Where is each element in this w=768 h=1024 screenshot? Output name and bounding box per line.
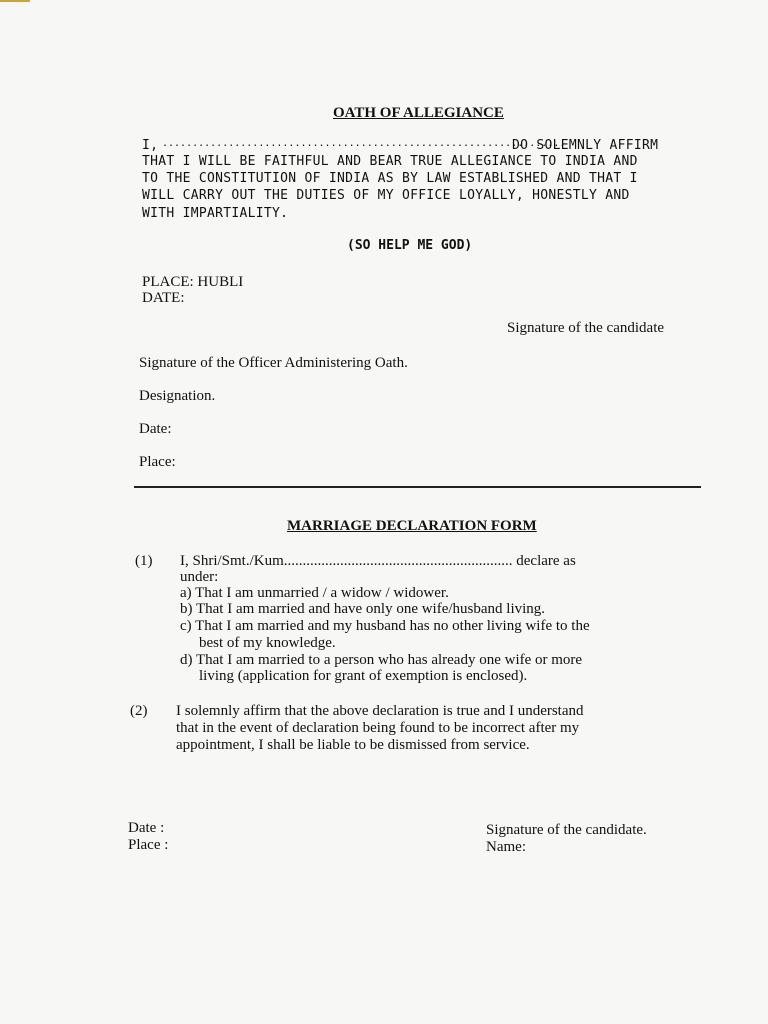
item-1-line-1: I, Shri/Smt./Kum............................................................. declare as bbox=[180, 553, 576, 569]
marriage-title: MARRIAGE DECLARATION FORM bbox=[287, 518, 537, 534]
oath-line-1-end: DO SOLEMNLY AFFIRM bbox=[512, 138, 659, 153]
option-d-line-1: d) That I am married to a person who has already one wife or more bbox=[180, 652, 583, 668]
item-2-line-2: that in the event of declaration being found to be incorrect after my bbox=[176, 720, 580, 736]
option-a: a) That I am unmarried / a widow / widower. bbox=[180, 585, 449, 601]
oath-line-1-start: I, bbox=[142, 138, 159, 153]
oath-line-4: WILL CARRY OUT THE DUTIES OF MY OFFICE LOYALLY, HONESTLY AND bbox=[142, 188, 630, 203]
item-2-line-1: I solemnly affirm that the above declaration is true and I understand bbox=[176, 703, 584, 719]
item-1-line-2: under: bbox=[180, 569, 219, 585]
officer-signature: Signature of the Officer Administering Oath. bbox=[139, 355, 408, 371]
oath-place: PLACE: HUBLI bbox=[142, 274, 244, 290]
designation: Designation. bbox=[139, 388, 216, 404]
option-d-line-2: living (application for grant of exemption is enclosed). bbox=[199, 668, 528, 684]
item-1-number: (1) bbox=[135, 553, 153, 569]
option-b: b) That I am married and have only one wife/husband living. bbox=[180, 601, 546, 617]
officer-place: Place: bbox=[139, 454, 176, 470]
option-c-line-1: c) That I am married and my husband has no other living wife to the bbox=[180, 618, 590, 634]
so-help-me-god: (SO HELP ME GOD) bbox=[347, 238, 473, 253]
oath-date: DATE: bbox=[142, 290, 185, 306]
page-corner-mark bbox=[0, 0, 30, 2]
declaration-name: Name: bbox=[486, 839, 526, 855]
oath-candidate-signature: Signature of the candidate bbox=[507, 320, 665, 336]
oath-title: OATH OF ALLEGIANCE bbox=[333, 105, 504, 121]
section-divider bbox=[134, 486, 701, 488]
oath-line-1-dots: ................................................................... bbox=[162, 138, 566, 149]
option-c-line-2: best of my knowledge. bbox=[199, 635, 336, 651]
declaration-candidate-signature: Signature of the candidate. bbox=[486, 822, 647, 838]
declaration-date: Date : bbox=[128, 820, 165, 836]
oath-line-5: WITH IMPARTIALITY. bbox=[142, 206, 289, 221]
declaration-place: Place : bbox=[128, 837, 169, 853]
oath-line-3: TO THE CONSTITUTION OF INDIA AS BY LAW ESTABLISHED AND THAT I bbox=[142, 171, 638, 186]
item-2-line-3: appointment, I shall be liable to be dismissed from service. bbox=[176, 737, 530, 753]
officer-date: Date: bbox=[139, 421, 172, 437]
item-2-number: (2) bbox=[130, 703, 148, 719]
oath-line-2: THAT I WILL BE FAITHFUL AND BEAR TRUE ALLEGIANCE TO INDIA AND bbox=[142, 154, 638, 169]
